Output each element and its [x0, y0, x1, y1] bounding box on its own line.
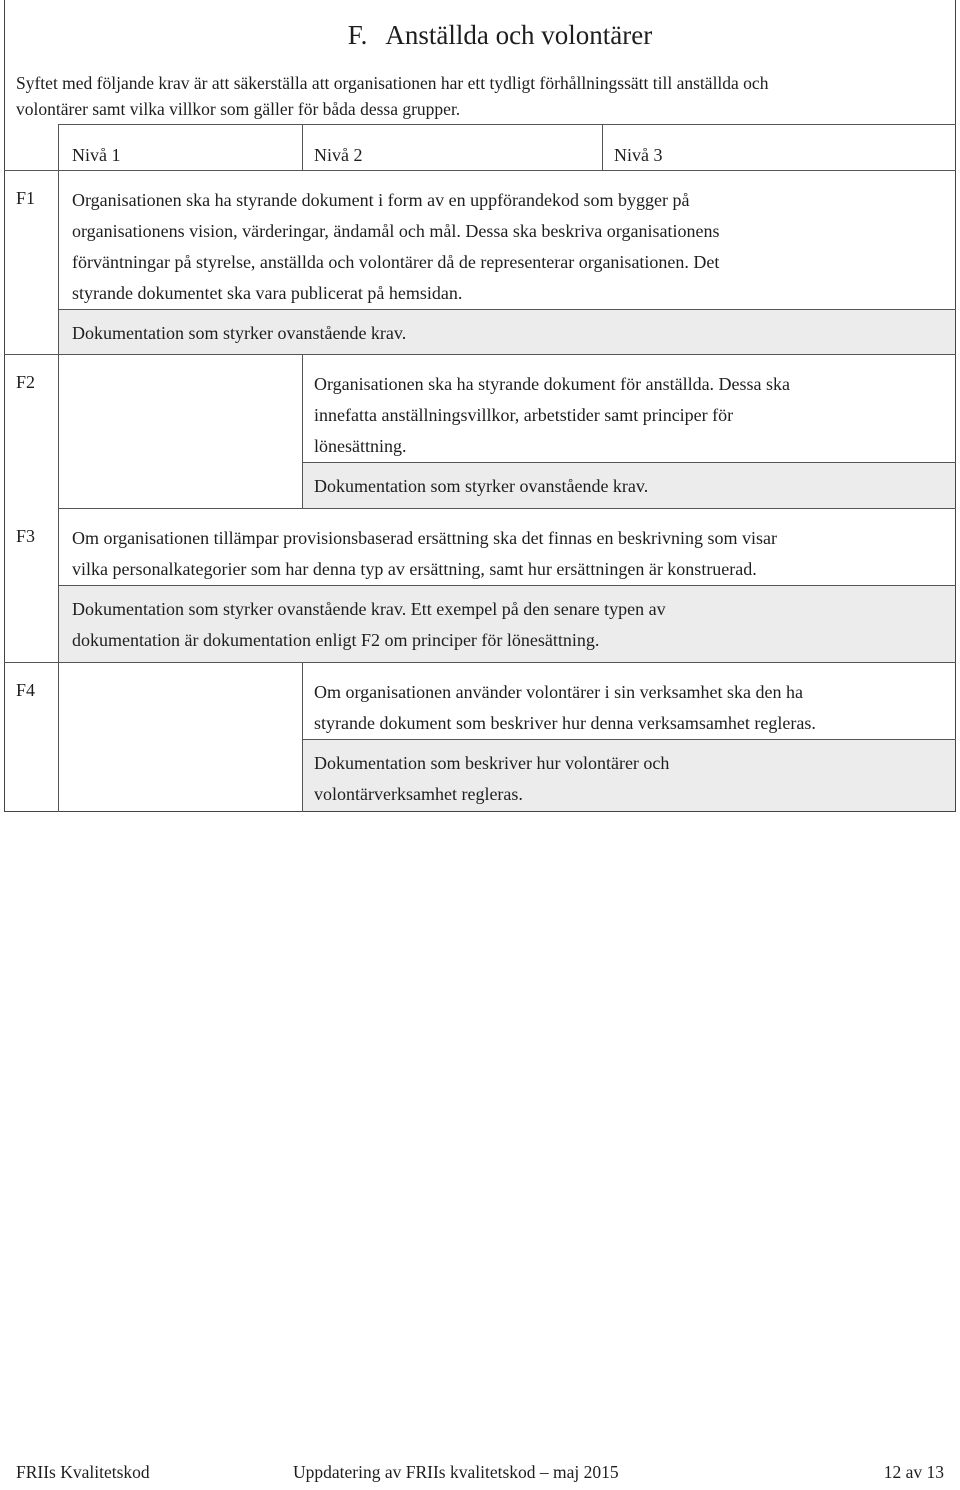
requirement-f2: [314, 369, 944, 462]
requirement-f1: [72, 185, 942, 309]
intro-line: Syftet med följande krav är att säkerställa att organisationen har ett tydligt förhållningssätt till anställda och: [16, 73, 769, 93]
row-id-f2: F2: [16, 372, 36, 392]
requirement-f3: [72, 523, 952, 585]
header-level-3: Nivå 3: [614, 145, 663, 165]
text-line: styrande dokumentet ska vara publicerat på hemsidan.: [72, 283, 463, 303]
grid-line: [602, 124, 603, 170]
header-level-1: Nivå 1: [72, 145, 121, 165]
text-line: Dokumentation som styrker ovanstående krav.: [72, 323, 407, 343]
row-id-f4: F4: [16, 680, 36, 700]
text-line: lönesättning.: [314, 436, 407, 456]
section-title: Anställda och volontärer: [385, 20, 653, 50]
page-footer: [16, 1462, 944, 1483]
text-line: Dokumentation som beskriver hur volontärer och: [314, 753, 670, 773]
grid-line: [4, 662, 956, 663]
grid-line: [4, 170, 956, 171]
grid-line: [302, 124, 303, 170]
footer-document-name: FRIIs Kvalitetskod: [16, 1462, 150, 1482]
text-line: Organisationen ska ha styrande dokument för anställda. Dessa ska: [314, 374, 791, 394]
header-level-2: Nivå 2: [314, 145, 363, 165]
text-line: vilka personalkategorier som har denna typ av ersättning, samt hur ersättningen är konstruerad.: [72, 559, 757, 579]
text-line: Om organisationen tillämpar provisionsbaserad ersättning ska det finnas en beskrivning som visar: [72, 528, 778, 548]
text-line: styrande dokument som beskriver hur denna verksamsamhet regleras.: [314, 713, 816, 733]
row-id-f1: F1: [16, 188, 36, 208]
footer-page-number: 12 av 13: [883, 1462, 944, 1482]
text-line: Om organisationen använder volontärer i sin verksamhet ska den ha: [314, 682, 804, 702]
text-line: Dokumentation som styrker ovanstående krav.: [314, 476, 649, 496]
grid-line: [4, 354, 956, 355]
text-line: organisationens vision, värderingar, ändamål och mål. Dessa ska beskriva organisationens: [72, 221, 720, 241]
text-line: Dokumentation som styrker ovanstående krav. Ett exempel på den senare typen av: [72, 599, 666, 619]
grid-line: [58, 508, 956, 509]
grid-line: [58, 124, 59, 812]
text-line: innefatta anställningsvillkor, arbetstider samt principer för: [314, 405, 734, 425]
text-line: Organisationen ska ha styrande dokument i form av en uppförandekod som bygger på: [72, 190, 690, 210]
footer-revision: Uppdatering av FRIIs kvalitetskod – maj 2015: [293, 1462, 619, 1482]
section-intro: [16, 70, 936, 122]
row-id-f3: F3: [16, 526, 36, 546]
grid-line: [58, 124, 956, 125]
requirement-f4: [314, 677, 950, 739]
documentation-f2: [303, 463, 955, 508]
section-number: F.: [347, 20, 368, 50]
documentation-f1: [59, 310, 955, 354]
text-line: förväntningar på styrelse, anställda och volontärer då de representerar organisationen. Det: [72, 252, 720, 272]
text-line: dokumentation är dokumentation enligt F2 om principer för lönesättning.: [72, 630, 600, 650]
intro-line: volontärer samt vilka villkor som gäller för båda dessa grupper.: [16, 99, 461, 119]
documentation-f4: [303, 740, 955, 811]
section-heading: [0, 20, 960, 51]
documentation-f3: [59, 586, 955, 662]
text-line: volontärverksamhet regleras.: [314, 784, 523, 804]
